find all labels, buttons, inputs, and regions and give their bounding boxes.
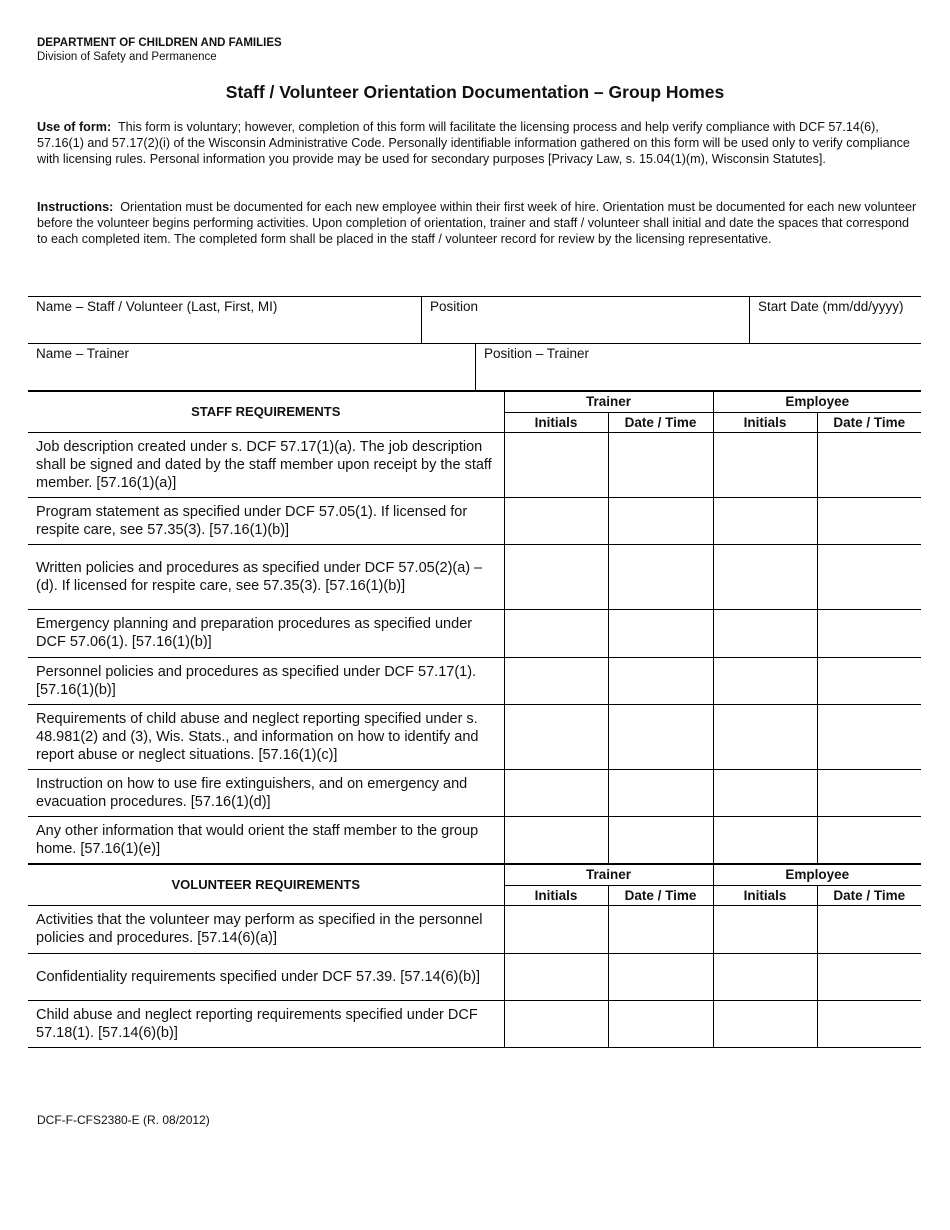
table-row [28, 704, 921, 769]
employee-initials-cell[interactable] [713, 432, 817, 497]
employee-datetime-cell[interactable] [817, 544, 921, 609]
staff-section-title: STAFF REQUIREMENTS [28, 391, 504, 432]
requirement-text: Emergency planning and preparation procedures as specified under DCF 57.06(1). [57.16(1)(b)] [28, 609, 504, 657]
employee-initials-header: Initials [713, 885, 817, 905]
employee-datetime-cell[interactable] [817, 704, 921, 769]
trainer-initials-cell[interactable] [504, 497, 608, 544]
staff-group-header-row [28, 391, 921, 412]
employee-datetime-cell[interactable] [817, 905, 921, 953]
volunteer-group-header-row [28, 864, 921, 885]
trainer-initials-cell[interactable] [504, 432, 608, 497]
requirement-text: Job description created under s. DCF 57.17(1)(a). The job description shall be signed and dated by the staff member upon receipt by the staff member. [57.16(1)(a)] [28, 432, 504, 497]
trainer-datetime-cell[interactable] [608, 816, 713, 864]
table-row [28, 905, 921, 953]
employee-datetime-cell[interactable] [817, 497, 921, 544]
name-staff-field[interactable] [28, 297, 421, 343]
trainer-datetime-cell[interactable] [608, 609, 713, 657]
instructions-label: Instructions: [37, 200, 114, 214]
form-number: DCF-F-CFS2380-E (R. 08/2012) [37, 1113, 210, 1127]
trainer-initials-cell[interactable] [504, 609, 608, 657]
trainer-datetime-cell[interactable] [608, 953, 713, 1000]
trainer-datetime-cell[interactable] [608, 905, 713, 953]
instructions-paragraph [37, 199, 917, 248]
employee-datetime-cell[interactable] [817, 432, 921, 497]
name-trainer-field[interactable] [28, 344, 475, 390]
trainer-datetime-header: Date / Time [608, 885, 713, 905]
position-trainer-field[interactable] [475, 344, 921, 390]
employee-initials-cell[interactable] [713, 657, 817, 704]
employee-initials-cell[interactable] [713, 497, 817, 544]
requirement-text: Confidentiality requirements specified under DCF 57.39. [57.14(6)(b)] [28, 953, 504, 1000]
position-trainer-label: Position – Trainer [484, 346, 590, 361]
volunteer-section-title: VOLUNTEER REQUIREMENTS [28, 864, 504, 905]
requirement-text: Requirements of child abuse and neglect reporting specified under s. 48.981(2) and (3), Wis. Stats., and information on how to identify and report abuse or neglect situations. [57.16(1)(c)] [28, 704, 504, 769]
employee-datetime-cell[interactable] [817, 816, 921, 864]
employee-datetime-cell[interactable] [817, 657, 921, 704]
employee-initials-cell[interactable] [713, 769, 817, 816]
table-row [28, 609, 921, 657]
start-date-label: Start Date (mm/dd/yyyy) [758, 299, 904, 314]
table-row [28, 657, 921, 704]
employee-initials-cell[interactable] [713, 1000, 817, 1047]
employee-datetime-cell[interactable] [817, 953, 921, 1000]
trainer-datetime-cell[interactable] [608, 432, 713, 497]
employee-group-header: Employee [713, 864, 921, 885]
requirement-text: Any other information that would orient the staff member to the group home. [57.16(1)(e)] [28, 816, 504, 864]
trainer-datetime-cell[interactable] [608, 704, 713, 769]
trainer-datetime-cell[interactable] [608, 544, 713, 609]
position-field[interactable] [421, 297, 749, 343]
trainer-initials-cell[interactable] [504, 1000, 608, 1047]
employee-datetime-cell[interactable] [817, 609, 921, 657]
requirement-text: Instruction on how to use fire extinguishers, and on emergency and evacuation procedures. [57.16(1)(d)] [28, 769, 504, 816]
table-row [28, 953, 921, 1000]
table-row [28, 432, 921, 497]
trainer-initials-cell[interactable] [504, 544, 608, 609]
table-row [28, 1000, 921, 1047]
employee-initials-cell[interactable] [713, 544, 817, 609]
use-of-form-text: This form is voluntary; however, completion of this form will facilitate the licensing process and help verify compliance with DCF 57.14(6), 57.16(1) and 57.17(2)(i) of the Wisconsin Administrative Code. Personally identifiable information gathered on this form will be used only to verify compliance with licensing rules. Personal information you provide may be used for secondary purposes [Privacy Law, s. 15.04(1)(m), Wisconsin Statutes]. [37, 120, 910, 167]
trainer-datetime-cell[interactable] [608, 769, 713, 816]
employee-initials-header: Initials [713, 412, 817, 432]
employee-datetime-cell[interactable] [817, 769, 921, 816]
trainer-initials-cell[interactable] [504, 704, 608, 769]
trainer-datetime-cell[interactable] [608, 657, 713, 704]
employee-initials-cell[interactable] [713, 953, 817, 1000]
employee-datetime-header: Date / Time [817, 885, 921, 905]
employee-datetime-header: Date / Time [817, 412, 921, 432]
department-name: DEPARTMENT OF CHILDREN AND FAMILIES [37, 37, 282, 49]
table-row [28, 544, 921, 609]
trainer-initials-cell[interactable] [504, 905, 608, 953]
staff-info-row [28, 296, 921, 343]
trainer-initials-header: Initials [504, 885, 608, 905]
name-trainer-label: Name – Trainer [36, 346, 130, 361]
table-row [28, 816, 921, 864]
trainer-initials-cell[interactable] [504, 769, 608, 816]
trainer-initials-cell[interactable] [504, 657, 608, 704]
trainer-group-header: Trainer [504, 391, 713, 412]
employee-group-header: Employee [713, 391, 921, 412]
staff-requirements-table [28, 390, 921, 1048]
instructions-text: Orientation must be documented for each new employee within their first week of hire. Orientation must be documented for each new volunteer before the volunteer begins performing activities. Upon completion of orientation, trainer and staff / volunteer shall initial and date the spaces that correspond to each completed item. The completed form shall be placed in the staff / volunteer record for review by the licensing representative. [37, 200, 917, 247]
trainer-datetime-cell[interactable] [608, 497, 713, 544]
trainer-initials-header: Initials [504, 412, 608, 432]
use-of-form-label: Use of form: [37, 120, 112, 134]
requirement-text: Child abuse and neglect reporting requirements specified under DCF 57.18(1). [57.14(6)(b)] [28, 1000, 504, 1047]
employee-initials-cell[interactable] [713, 905, 817, 953]
division-name: Division of Safety and Permanence [37, 51, 217, 63]
name-staff-label: Name – Staff / Volunteer (Last, First, MI) [36, 299, 278, 314]
trainer-initials-cell[interactable] [504, 816, 608, 864]
requirement-text: Personnel policies and procedures as specified under DCF 57.17(1). [57.16(1)(b)] [28, 657, 504, 704]
trainer-info-row [28, 343, 921, 390]
table-row [28, 497, 921, 544]
trainer-initials-cell[interactable] [504, 953, 608, 1000]
table-row [28, 769, 921, 816]
employee-initials-cell[interactable] [713, 704, 817, 769]
page-title: Staff / Volunteer Orientation Documentation – Group Homes [225, 82, 725, 102]
start-date-field[interactable] [749, 297, 921, 343]
requirement-text: Activities that the volunteer may perform as specified in the personnel policies and procedures. [57.14(6)(a)] [28, 905, 504, 953]
trainer-group-header: Trainer [504, 864, 713, 885]
employee-datetime-cell[interactable] [817, 1000, 921, 1047]
employee-initials-cell[interactable] [713, 609, 817, 657]
form-header [37, 36, 282, 64]
use-of-form-paragraph [37, 119, 917, 168]
requirement-text: Written policies and procedures as specified under DCF 57.05(2)(a) – (d). If licensed for respite care, see 57.35(3). [57.16(1)(b)] [28, 544, 504, 609]
requirement-text: Program statement as specified under DCF 57.05(1). If licensed for respite care, see 57.35(3). [57.16(1)(b)] [28, 497, 504, 544]
trainer-datetime-header: Date / Time [608, 412, 713, 432]
employee-initials-cell[interactable] [713, 816, 817, 864]
trainer-datetime-cell[interactable] [608, 1000, 713, 1047]
position-label: Position [430, 299, 479, 314]
